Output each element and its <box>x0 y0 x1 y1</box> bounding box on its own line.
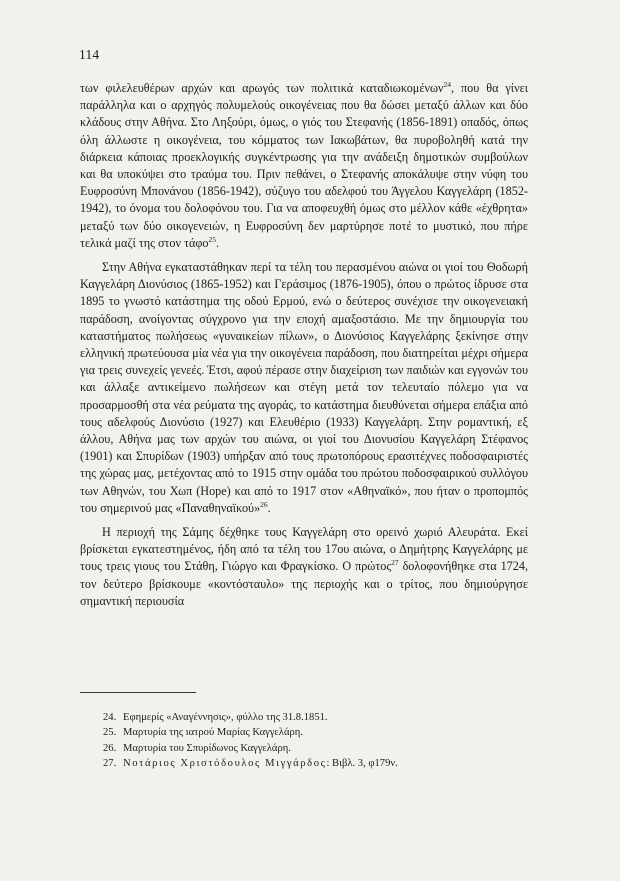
text-run: δολοφονήθηκε στα 1724, τον δεύτερο βρίσκουμε «κοντόσταυλο» της περιοχής και ο τρίτος, που δημιούργησε σημαντική περιουσία <box>80 559 528 608</box>
footnote-text: Μαρτυρία του Σπυρίδωνος Καγγελάρη. <box>123 742 291 754</box>
footnote-25 <box>103 725 523 740</box>
body-text <box>80 80 528 610</box>
footnote-26 <box>103 741 523 756</box>
footnote-number: 25. <box>103 727 117 739</box>
footnote-ref: 25 <box>208 234 216 244</box>
footnote-ref: 26 <box>260 499 268 509</box>
footnote-24 <box>103 710 523 725</box>
text-run: Η περιοχή της Σάμης δέχθηκε τους Καγγελάρη στο ορεινό χωριό Αλευράτα. Εκεί βρίσκεται εγκατεστημένος, ήδη από τα τέλη του 17ου αιώνα, ο Δημήτρης Καγγελάρης με τους τρεις γιους του Στάθη, Γιώργο και Φραγκίσκο. Ο πρώτος <box>80 525 528 574</box>
text-run: . <box>216 235 220 250</box>
paragraph-2 <box>80 259 528 517</box>
text-run: Στην Αθήνα εγκαταστάθηκαν περί τα τέλη του περασμένου αιώνα οι γιοί του Θοδωρή Καγγελάρη Διονύσιος (1865-1952) και Γεράσιμος (1876-1905), όπου ο πρώτος ίδρυσε στα 1895 το γνωστό κατάστημα της οδού Ερμού, ενώ ο δεύτερος συνέχισε την οικογενειακή παράδοση, ανοίγοντας σύγχρονο για την εποχή αμαξοστάσιο. Με την δημιουργία του καταστήματος πωλήσεως «γυναικείων πίλων», ο Διονύσιος Καγγελάρης ξεκίνησε στην ελληνική πρωτεύουσα μία νέα για την οικογένεια παράδοση, που διατηρείται μέχρι σήμερα για τρεις συνεχείς γενεές. Έτσι, αφού πέρασε στην διαχείριση των παιδιών και εγγονών του και άλλαξε αντικείμενο πωλήσεων και στέγη μετά τον τελευταίο πόλεμο για να προσαρμοσθή στα νέα ρεύματα της αγοράς, το κατάστημα διευθύνεται σήμερα επάξια από τους αδελφούς Διονύσιο (1927) και Ελευθέριο (1933) Καγγελάρη. Στην ρομαντική, εξ άλλου, Αθήνα μας των αρχών του αιώνα, οι γιοί του Διονυσίου Καγγελάρη Στέφανος (1901) και Σπυρίδων (1903) υπήρξαν από τους πρωτοπόρους ερασιτέχνες ποδοσφαιριστές της χώρας μας, μετέχοντας από το 1915 στην ομάδα του πρώτου ποδοσφαιρικού συλλόγου των Αθηνών, του Χωπ (Hope) και από το 1917 στον «Αθηναϊκό», που ήταν ο προπομπός του σημερινού μας «Παναθηναϊκού» <box>80 260 528 515</box>
footnote-divider <box>80 692 196 693</box>
footnote-number: 24. <box>103 712 117 723</box>
footnote-text: : Βιβλ. 3, φ179ν. <box>326 757 398 769</box>
footnote-source-name: Νοτάριος Χριστόδουλος Μιγγάρδος <box>123 757 327 769</box>
footnote-text: Μαρτυρία της ιατρού Μαρίας Καγγελάρη. <box>123 727 303 739</box>
text-run: των φιλελευθέρων αρχών και αρωγός των πολιτικά καταδιωκομένων <box>80 81 444 95</box>
paragraph-3 <box>80 524 528 610</box>
text-run: , που θα γίνει παράλληλα και ο αρχηγός πολυμελούς οικογένειας που θα δώσει μεταξύ άλλων και δύο κλάδους στην Αθήνα. Στο Ληξούρι, όμως, ο γιός του Στεφανής (1856-1891) οπαδός, όπως όλη άλλωστε η οικογένεια, του κόμματος των Ιακωβάτων, θα πυροβοληθή κατά την διάρκεια κάποιας προεκλογικής συγκέντρωσης για την ανάδειξη δημοτικών συμβούλων και θα υποκύψει στο τραύμα του. Πριν πεθάνει, ο Στεφανής αποκάλυψε στην νύφη του Ευφροσύνη Μπονάνου (1856-1942), σύζυγο του αδελφού του Άγγελου Καγγελάρη (1852-1942), το όνομα του δολοφόνου του. Για να αποφευχθή όμως στο μέλλον κάθε «έχθρητα» μεταξύ των δύο οικογενειών, η Ευφροσύνη δεν μαρτύρησε ποτέ το μυστικό, που πήρε τελικά μαζί της στον τάφο <box>80 81 528 250</box>
page-number: 114 <box>79 47 100 62</box>
footnote-ref: 24 <box>443 79 451 89</box>
text-run: . <box>267 500 271 515</box>
footnotes <box>103 710 523 771</box>
paragraph-1 <box>80 80 528 252</box>
footnote-ref: 27 <box>391 558 399 568</box>
footnote-number: 26. <box>103 742 117 754</box>
footnote-text: Εφημερίς «Αναγέννησις», φύλλο της 31.8.1851. <box>123 712 328 723</box>
footnote-number: 27. <box>103 757 117 769</box>
footnote-27 <box>103 756 523 771</box>
